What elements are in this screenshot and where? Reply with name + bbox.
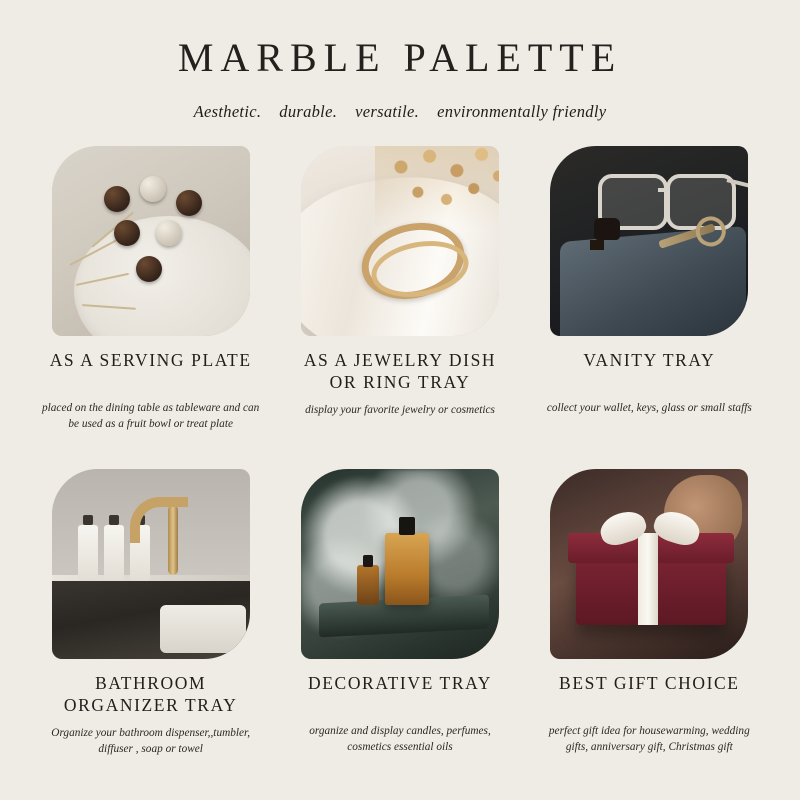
page-title: MARBLE PALETTE xyxy=(177,35,623,80)
feature-description: display your favorite jewelry or cosmetics xyxy=(305,403,495,416)
feature-description: placed on the dining table as tableware and can be used as a fruit bowl or treat plate xyxy=(42,402,260,431)
subtitle-word-2: durable. xyxy=(279,102,338,121)
feature-item xyxy=(539,146,760,433)
vanity-tray-photo xyxy=(550,146,748,336)
decorative-tray-photo xyxy=(301,469,499,659)
subtitle-word-1: Aesthetic. xyxy=(193,102,262,121)
feature-caption: VANITY TRAY xyxy=(583,350,716,370)
feature-description: organize and display candles, perfumes, cosmetics essential oils xyxy=(309,724,491,754)
serving-plate-photo xyxy=(52,146,250,336)
feature-description: Organize your bathroom dispenser,,tumbler, diffuser , soap or towel xyxy=(51,726,251,755)
gift-box-photo xyxy=(550,469,748,659)
feature-caption: AS A SERVING PLATE xyxy=(49,350,252,370)
feature-item xyxy=(539,469,760,758)
feature-caption: AS A JEWELRY DISH OR RING TRAY xyxy=(303,350,497,392)
feature-item xyxy=(40,146,261,433)
feature-description: perfect gift idea for housewarming, wedding gifts, anniversary gift, Christmas gift xyxy=(548,724,750,754)
subtitle-word-4: environmentally friendly xyxy=(437,102,607,121)
subtitle-word-3: versatile. xyxy=(355,102,420,121)
subtitle xyxy=(40,102,760,122)
feature-caption: BEST GIFT CHOICE xyxy=(559,672,740,693)
feature-caption: DECORATIVE TRAY xyxy=(308,672,492,693)
feature-item xyxy=(289,469,510,758)
bathroom-organizer-photo xyxy=(52,469,250,659)
feature-caption: BATHROOM ORGANIZER TRAY xyxy=(63,672,238,715)
feature-item xyxy=(40,469,261,758)
feature-grid xyxy=(40,146,760,757)
feature-description: collect your wallet, keys, glass or small staffs xyxy=(546,402,752,414)
jewelry-dish-photo xyxy=(301,146,499,336)
feature-item xyxy=(289,146,510,433)
